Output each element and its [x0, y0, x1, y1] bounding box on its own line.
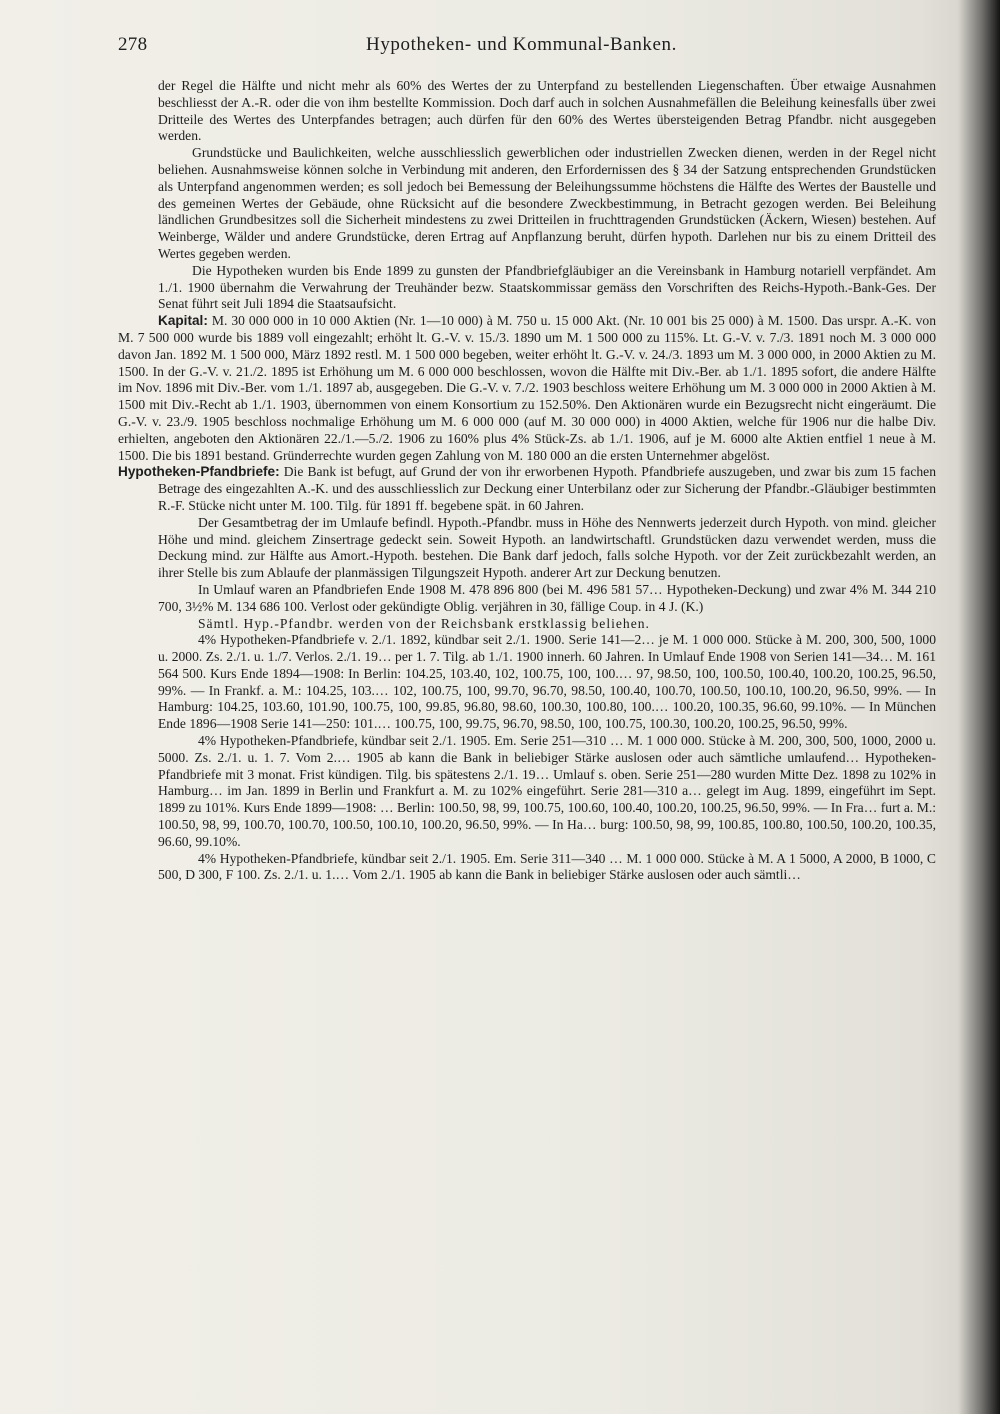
kapital-keyword: Kapital:	[158, 313, 208, 329]
paragraph-series-251: 4% Hypotheken-Pfandbriefe, kündbar seit 2./1. 1905. Em. Serie 251—310 … M. 1 000 000. Stücke à M. 200, 300, 500, 1000, 2000 u. 5000. Zs. 2./1. u. 1. 7. Vom 2.… 1905 ab kann die Bank in beliebiger Stärke auslosen oder auch sämtliche umlaufend… Hypotheken-Pfandbriefe mit 3 monat. Frist kündigen. Tilg. bis spätestens 2./1. 19… Umlauf s. oben. Serie 251—280 wurden Mitte Dez. 1898 zu 102% in Hamburg… im Jan. 1899 in Berlin und Frankfurt a. M. zu 102% eingeführt. Serie 281—310 a… gelegt im Aug. 1899, eingeführt im Sept. 1899 zu 101%. Kurs Ende 1899—1908: … Berlin: 100.50, 98, 99, 100.75, 100.60, 100.40, 100.20, 100.25, 96.50, 99%. — In Fra… furt a. M.: 100.50, 98, 99, 100.70, 100.70, 100.50, 100.10, 100.20, 96.50, 99%. — In Ha… burg: 100.50, 98, 99, 100.85, 100.80, 100.50, 100.20, 100.35, 96.60, 99.10%.	[158, 733, 936, 849]
paragraph-collateral-rules: der Regel die Hälfte und nicht mehr als 60% des Wertes der zu Unterpfand zu bestellenden Liegenschaften. Über etwaige Ausnahmen beschliesst der A.-R. oder die von ihm bestellte Kommission. Doch darf auch in solchen Ausnahmefällen die Beleihung keinesfalls über zwei Dritteile des Wertes des Unterpfandes betragen; auch dürfen für den 60% des Wertes übersteigenden Betrag Pfandbr. nicht ausgegeben werden.	[158, 78, 936, 144]
paragraph-trustee: Die Hypotheken wurden bis Ende 1899 zu gunsten der Pfandbriefgläubiger an die Vereinsbank in Hamburg notariell verpfändet. Am 1./1. 1900 übernahm die Verwahrung der Treuhänder bezw. Staatskommissar gemäss den Vorschriften des Reichs-Hypoth.-Bank-Ges. Der Senat führt seit Juli 1894 die Staatsaufsicht.	[158, 262, 936, 312]
page-header	[118, 34, 948, 58]
paragraph-series-141: 4% Hypotheken-Pfandbriefe v. 2./1. 1892, kündbar seit 2./1. 1900. Serie 141—2… je M. 1 000 000. Stücke à M. 200, 300, 500, 1000 u. 2000. Zs. 2./1. u. 1./7. Verlos. 2./1. 19… per 1. 7. Tilg. ab 1./1. 1900 innerh. 60 Jahren. In Umlauf Ende 1908 von Serien 141—34… M. 161 564 500. Kurs Ende 1894—1908: In Berlin: 104.25, 103.40, 102, 100.75, 100, 100.… 97, 98.50, 100, 100.50, 100.40, 100.20, 100.25, 96.50, 99%. — In Frankf. a. M.: 104.25, 103.… 102, 100.75, 100, 99.70, 96.70, 98.50, 100.40, 100.70, 100.50, 100.10, 100.20, 96.50, 99%. — In Hamburg: 104.25, 103.60, 101.90, 100.75, 100, 99.85, 96.80, 98.60, 100.30, 100.80, 100.… 100.20, 100.35, 96.60, 99.10%. — In München Ende 1896—1908 Serie 141—250: 101.… 100.75, 100, 99.75, 96.70, 98.50, 100, 100.75, 100.30, 100.20, 100.25, 96.50, 99%.	[158, 632, 936, 732]
kapital-text: M. 30 000 000 in 10 000 Aktien (Nr. 1—10 000) à M. 750 u. 15 000 Akt. (Nr. 10 001 bis 25 000) à M. 1500. Das urspr. A.-K. von M. 7 500 000 wurde bis 1889 voll eingezahlt; erhöht lt. G.-V. v. 15./3. 1890 um M. 1 500 000 zu 115%. Lt. G.-V. v. 7./3. 1891 noch M. 3 000 000 davon Jan. 1892 M. 1 500 000, März 1892 restl. M. 1 500 000 begeben, weiter erhöht lt. G.-V. v. 24./3. 1893 um M. 3 000 000, in 2000 Aktien zu M. 1500. In der G.-V. v. 21./2. 1895 ist Erhöhung um M. 6 000 000 beschlossen, wovon die Hälfte mit Div.-Ber. ab 1./1. 1895 sofort, die andere Hälfte im Nov. 1896 mit Div.-Ber. vom 1./1. 1897 ab, ausgegeben. Die G.-V. v. 7./2. 1903 beschloss weitere Erhöhung um M. 3 000 000 in 2000 Aktien à M. 1500 mit Div.-Recht ab 1./1. 1903, übernommen von einem Konsortium zu 152.50%. Den Aktionären wurde ein Bezugsrecht nicht eingeräumt. Die G.-V. v. 23./9. 1905 beschloss nochmalige Erhöhung um M. 6 000 000 (auf M. 30 000 000) in 4000 Aktien, welche für 1906 nur die halbe Div. erhielten, angeboten den Aktionären 22./1.—5./2. 1906 zu 160% plus 4% Stück-Zs. ab 1./1. 1906, auf je M. 6000 alte Aktien entfiel 1 neue à M. 1500. Die bis 1891 bestand. Gründerrechte wurden gegen Zahlung von M. 180 000 an die ersten Unternehmer abgelöst.	[118, 313, 936, 463]
body-text	[118, 78, 936, 884]
paragraph-industrial-properties: Grundstücke und Baulichkeiten, welche ausschliesslich gewerblichen oder industriellen Zwecken dienen, werden in der Regel nicht beliehen. Ausnahmsweise können solche in Verbindung mit anderen, den Erfordernissen des § 34 der Satzung entsprechenden Grundstücken als Unterpfand angenommen werden; es soll jedoch bei Bemessung der Beleihungssumme höchstens die Hälfte des Wertes der Baustelle und des gemeinen Wertes der Gebäude, ohne Rücksicht auf die besondere Zweckbestimmung, in Betracht gezogen werden. Bei Beleihung ländlichen Grundbesitzes soll die Sicherheit mindestens zu zwei Dritteilen in fruchttragenden Grundstücken (Äckern, Wiesen) bestehen. Auf Weinberge, Wälder und andere Grundstücke, deren Ertrag auf Anpflanzung beruht, dürfen hypoth. Darlehen nur bis zu einem Dritteil des Wertes gegeben werden.	[158, 145, 936, 261]
pfandbriefe-text: Die Bank ist befugt, auf Grund der von ihr erworbenen Hypoth. Pfandbriefe auszugeben, und zwar bis zum 15 fachen Betrage des eingezahlten A.-K. und des ausschliesslich zur Deckung einer Unterbilanz oder zur Sicherung der Pfandbr.-Gläubiger bestimmten R.-F. Stücke nicht unter M. 100. Tilg. für 1891 ff. begebene spät. in 60 Jahren.	[158, 464, 936, 513]
paragraph-series-311: 4% Hypotheken-Pfandbriefe, kündbar seit 2./1. 1905. Em. Serie 311—340 … M. 1 000 000. Stücke à M. A 1 5000, A 2000, B 1000, C 500, D 300, F 100. Zs. 2./1. u. 1.… Vom 2./1. 1905 ab kann die Bank in beliebiger Stärke auslosen oder auch sämtli…	[158, 850, 936, 883]
section-hypotheken-pfandbriefe	[118, 464, 936, 514]
section-kapital	[118, 313, 936, 464]
paragraph-reichsbank: Sämtl. Hyp.-Pfandbr. werden von der Reichsbank erstklassig beliehen.	[198, 615, 650, 631]
paragraph-umlauf: In Umlauf waren an Pfandbriefen Ende 1908 M. 478 896 800 (bei M. 496 581 57… Hypotheken-Deckung) und zwar 4% M. 344 210 700, 3½% M. 134 686 100. Verlost oder gekündigte Oblig. verjähren in 30, fällige Coup. in 4 J. (K.)	[158, 581, 936, 614]
pfandbriefe-keyword: Hypotheken-Pfandbriefe:	[118, 464, 280, 480]
page-binding-shadow	[958, 0, 1000, 1414]
paragraph-deckung: Der Gesamtbetrag der im Umlaufe befindl. Hypoth.-Pfandbr. muss in Höhe des Nennwerts jederzeit durch Hypoth. von mind. gleicher Höhe und mind. gleichem Zinsertrage gedeckt sein. Soweit Hypoth. an landwirtschaftl. Grundstücken dazu verwendet werden, muss die Deckung mind. zur Hälfte aus Amort.-Hypoth. bestehen. Die Bank darf jedoch, falls solche Hypoth. vor der Zeit zurückbezahlt werden, an ihrer Stelle bis zum Ablaufe der planmässigen Tilgungszeit Hypoth. anderer Art zur Deckung benutzen.	[158, 514, 936, 581]
running-title: Hypotheken- und Kommunal-Banken.	[366, 34, 677, 55]
page-number: 278	[118, 34, 148, 55]
